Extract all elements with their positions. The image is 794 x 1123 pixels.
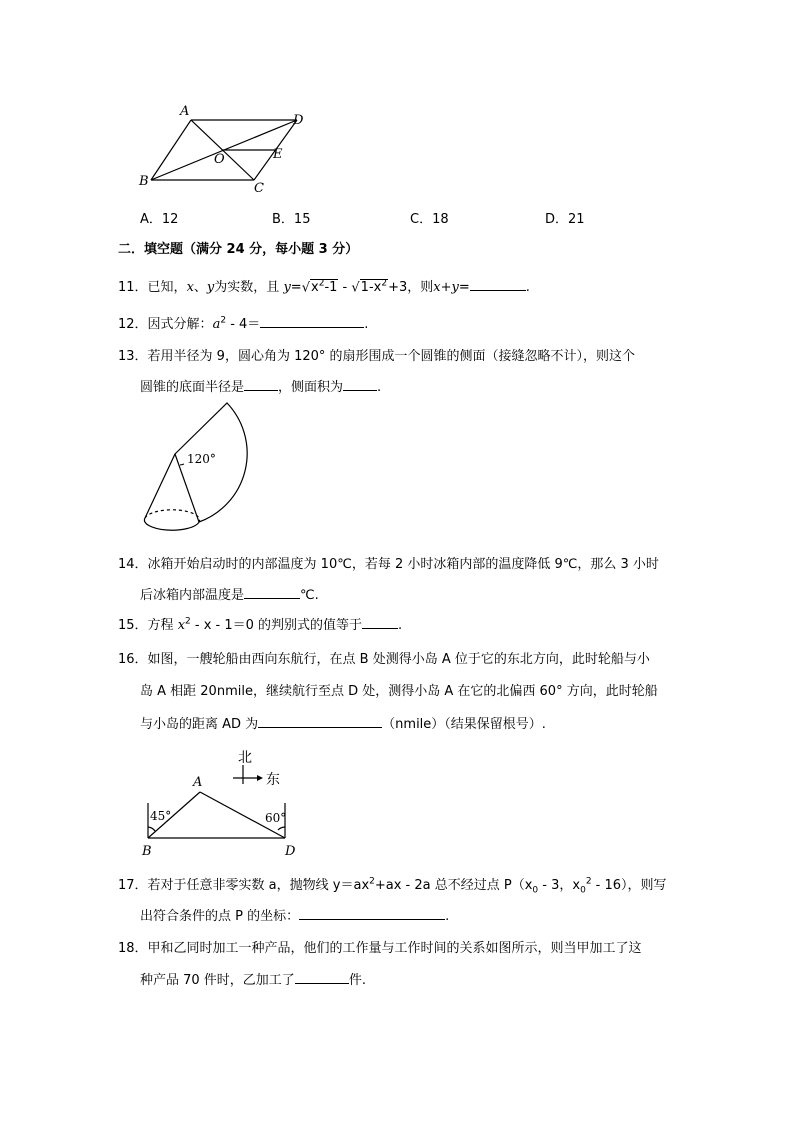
option-a: A．12	[140, 212, 179, 227]
question-17-line2: 出符合条件的点 P 的坐标： .	[140, 909, 450, 924]
answer-blank-16	[258, 715, 382, 728]
vertex-label-B: B	[139, 174, 149, 189]
answer-blank-13a	[244, 378, 278, 391]
question-13-line2: 圆锥的底面半径是 ，侧面积为 .	[140, 380, 382, 395]
option-d: D．21	[545, 212, 585, 227]
vertex-label-O: O	[214, 152, 225, 167]
compass-east: 东	[266, 772, 280, 788]
question-11: 11．已知，x、y为实数，且 $y=√x^2-1 - √1-x^2+3$，则x+y= .	[118, 278, 530, 295]
cone-angle-label: 120°	[187, 452, 216, 466]
section-title: 二．填空题（满分 24 分，每小题 3 分）	[118, 242, 359, 257]
sqrt-2: $√1-x^2$	[351, 278, 388, 295]
answer-blank-12	[260, 315, 364, 328]
vertex-label-C: C	[254, 181, 264, 196]
point-label-D: D	[285, 844, 296, 859]
option-b: B．15	[272, 212, 311, 227]
angle-label-B: 45°	[150, 809, 172, 823]
answer-blank-18	[295, 971, 349, 984]
angle-label-D: 60°	[265, 811, 287, 825]
compass-north: 北	[238, 750, 252, 766]
option-c: C．18	[410, 212, 449, 227]
question-16-line2: 岛 A 相距 20nmile，继续航行至点 D 处，测得小岛 A 在它的北偏西 60° 方向，此时轮船	[140, 684, 658, 699]
parallelogram-figure	[130, 100, 330, 200]
question-18-line2: 种产品 70 件时，乙加工了 件.	[140, 973, 366, 988]
question-14-line1: 14．冰箱开始启动时的内部温度为 10℃，若每 2 小时冰箱内部的温度降低 9℃，那么 3 小时	[118, 557, 659, 572]
question-15: 15．方程 $x^2 - x - 1=0$ 的判别式的值等于 .	[118, 616, 403, 633]
question-13-line1: 13．若用半径为 9，圆心角为 120° 的扇形围成一个圆锥的侧面（接缝忽略不计），则这个	[118, 349, 636, 364]
vertex-label-A: A	[180, 104, 190, 119]
answer-blank-14	[244, 586, 300, 599]
vertex-label-D: D	[293, 113, 304, 128]
vertex-label-E: E	[273, 147, 283, 162]
point-label-A: A	[193, 775, 203, 790]
cone-sector-figure	[135, 398, 275, 538]
question-16-line3: 与小岛的距离 AD 为 （nmile）（结果保留根号）.	[140, 717, 546, 732]
question-14-line2: 后冰箱内部温度是 ℃.	[140, 588, 319, 603]
answer-blank-13b	[343, 378, 377, 391]
answer-blank-15	[362, 616, 398, 629]
question-17-line1: 17．若对于任意非零实数 a，抛物线 $y=ax^2+ax - 2a$ 总不经过点 $P(x_0 - 3$，$x_0^2 - 16$），则写	[118, 876, 667, 896]
point-label-B: B	[142, 844, 152, 859]
question-18-line1: 18．甲和乙同时加工一种产品，他们的工作量与工作时间的关系如图所示，则当甲加工了这	[118, 941, 642, 956]
answer-blank-17	[299, 907, 445, 920]
answer-blank-11	[470, 278, 526, 291]
ship-navigation-figure	[135, 745, 310, 860]
question-12: 12．因式分解：$a^2 - 4=$ .	[118, 315, 369, 332]
question-16-line1: 16．如图，一艘轮船由西向东航行，在点 B 处测得小岛 A 位于它的东北方向，此时轮船与小	[118, 652, 650, 667]
sqrt-1: $√x^2-1$	[301, 278, 338, 295]
